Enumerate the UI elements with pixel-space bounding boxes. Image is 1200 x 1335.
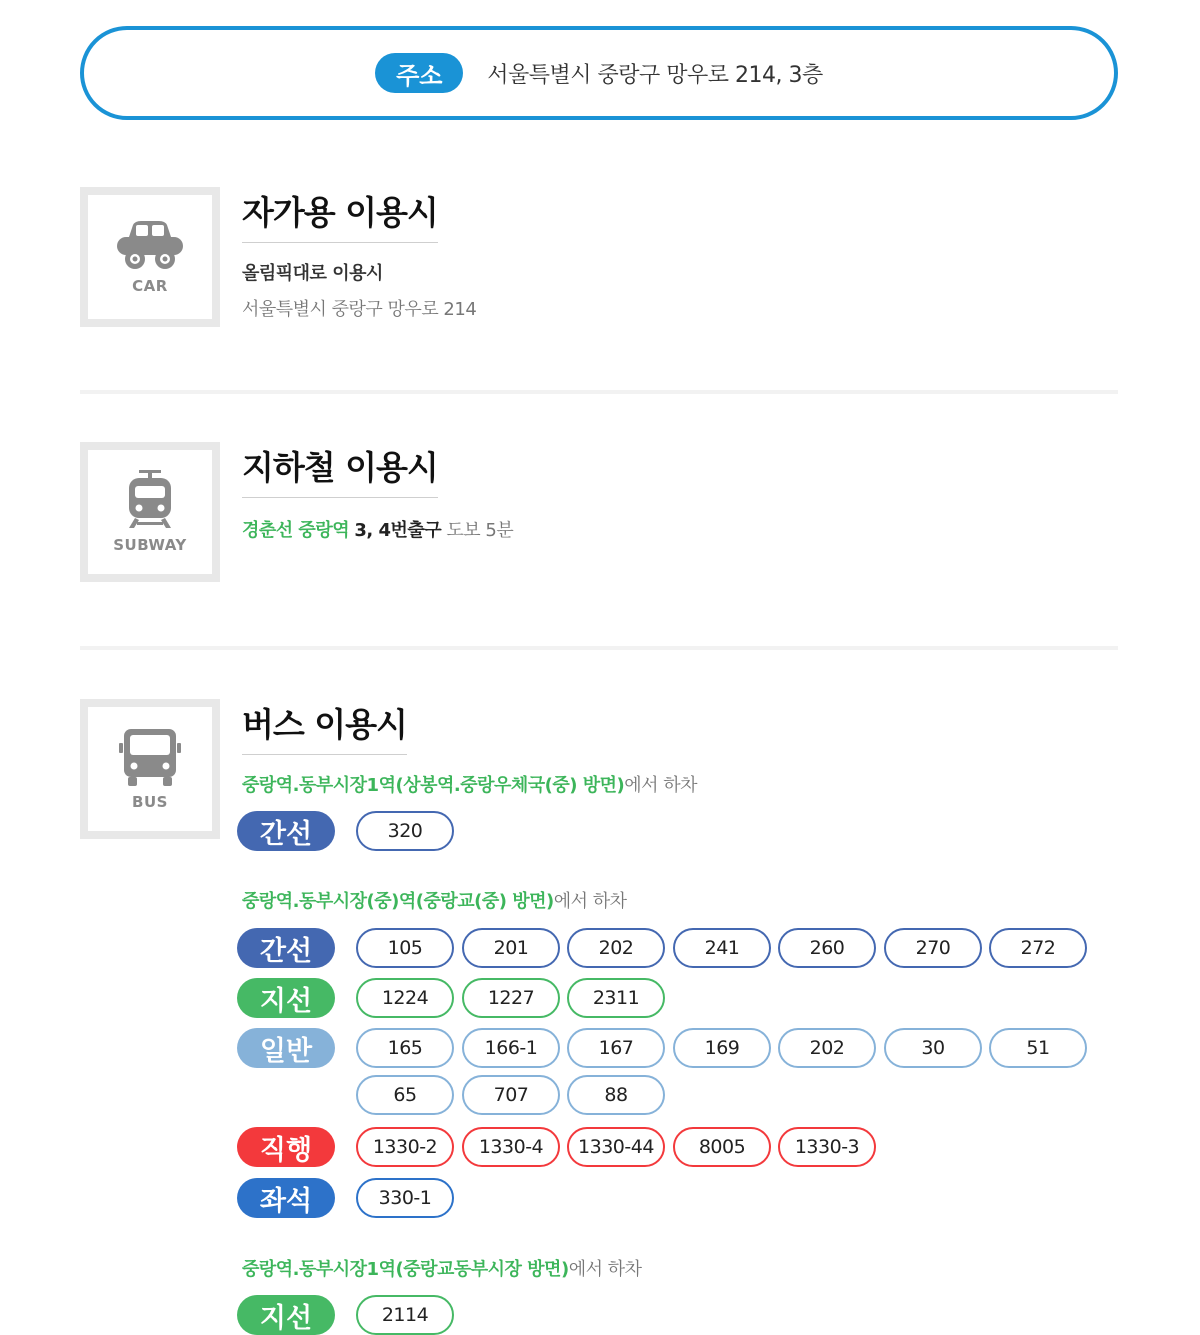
bus-type-badge: 좌석	[237, 1178, 335, 1218]
bus-number-button[interactable]: 65	[356, 1075, 454, 1115]
bus-stop-3-suffix: 에서 하차	[568, 1259, 642, 1280]
bus-type-badge: 직행	[237, 1127, 335, 1167]
bus-number-button[interactable]: 1330-2	[356, 1127, 454, 1167]
bus-stop-3-title	[242, 1255, 641, 1281]
subway-icon-box	[80, 442, 220, 582]
bus-number-button[interactable]: 167	[567, 1028, 665, 1068]
bus-type-badge: 지선	[237, 1295, 335, 1335]
bus-number-button[interactable]: 202	[778, 1028, 876, 1068]
section-divider	[80, 390, 1118, 394]
bus-stop-1-name: 중랑역.동부시장1역(상봉역.중랑우체국(중) 방면)	[242, 775, 625, 796]
bus-number-button[interactable]: 51	[989, 1028, 1087, 1068]
section-divider	[80, 646, 1118, 650]
bus-stop-3-name: 중랑역.동부시장1역(중랑교동부시장 방면)	[242, 1259, 569, 1280]
bus-number-button[interactable]: 166-1	[462, 1028, 560, 1068]
subway-directions	[242, 516, 1118, 542]
bus-number-button[interactable]: 201	[462, 928, 560, 968]
car-icon	[115, 219, 185, 271]
bus-number-button[interactable]: 2311	[567, 978, 665, 1018]
subway-icon-caption: SUBWAY	[113, 536, 187, 554]
bus-content	[242, 699, 1118, 1335]
bus-type-badge: 지선	[237, 978, 335, 1018]
bus-number-button[interactable]: 202	[567, 928, 665, 968]
bus-number-button[interactable]: 1330-44	[567, 1127, 665, 1167]
bus-stop-2-name: 중랑역.동부시장(중)역(중랑교(중) 방면)	[242, 891, 554, 912]
bus-icon-box	[80, 699, 220, 839]
bus-number-button[interactable]: 241	[673, 928, 771, 968]
bus-number-button[interactable]: 88	[567, 1075, 665, 1115]
bus-type-badge: 간선	[237, 928, 335, 968]
bus-number-button[interactable]: 330-1	[356, 1178, 454, 1218]
bus-number-button[interactable]: 260	[778, 928, 876, 968]
bus-type-badge: 간선	[237, 811, 335, 851]
bus-type-badge: 일반	[237, 1028, 335, 1068]
bus-number-button[interactable]: 320	[356, 811, 454, 851]
car-route: 올림픽대로 이용시	[242, 263, 383, 284]
bus-number-button[interactable]: 272	[989, 928, 1087, 968]
subway-icon	[125, 470, 175, 530]
bus-number-button[interactable]: 8005	[673, 1127, 771, 1167]
bus-number-button[interactable]: 165	[356, 1028, 454, 1068]
subway-exits: 3, 4번출구	[354, 520, 442, 541]
bus-number-button[interactable]: 1330-4	[462, 1127, 560, 1167]
address-text: 서울특별시 중랑구 망우로 214, 3층	[487, 62, 823, 88]
bus-number-button[interactable]: 707	[462, 1075, 560, 1115]
bus-stop-1-title	[242, 771, 697, 797]
bus-icon	[119, 727, 181, 787]
bus-icon-caption: BUS	[132, 793, 168, 811]
car-destination: 서울특별시 중랑구 망우로 214	[242, 299, 477, 320]
bus-number-button[interactable]: 1224	[356, 978, 454, 1018]
bus-stop-1-suffix: 에서 하차	[624, 775, 698, 796]
bus-number-button[interactable]: 169	[673, 1028, 771, 1068]
bus-number-button[interactable]: 270	[884, 928, 982, 968]
address-label: 주소	[375, 53, 463, 93]
bus-number-button[interactable]: 1330-3	[778, 1127, 876, 1167]
subway-walk: 도보 5분	[446, 520, 514, 541]
bus-stop-2-title	[242, 887, 627, 913]
subway-content	[242, 442, 1118, 542]
car-content	[242, 187, 1118, 321]
car-title: 자가용 이용시	[242, 187, 438, 243]
bus-number-button[interactable]: 105	[356, 928, 454, 968]
bus-stop-2-suffix: 에서 하차	[553, 891, 627, 912]
car-icon-box	[80, 187, 220, 327]
bus-title: 버스 이용시	[242, 699, 407, 755]
bus-number-button[interactable]: 30	[884, 1028, 982, 1068]
bus-number-button[interactable]: 1227	[462, 978, 560, 1018]
car-icon-caption: CAR	[132, 277, 168, 295]
subway-title: 지하철 이용시	[242, 442, 438, 498]
bus-number-button[interactable]: 2114	[356, 1295, 454, 1335]
subway-line-station: 경춘선 중랑역	[242, 520, 350, 541]
address-banner	[80, 26, 1118, 120]
